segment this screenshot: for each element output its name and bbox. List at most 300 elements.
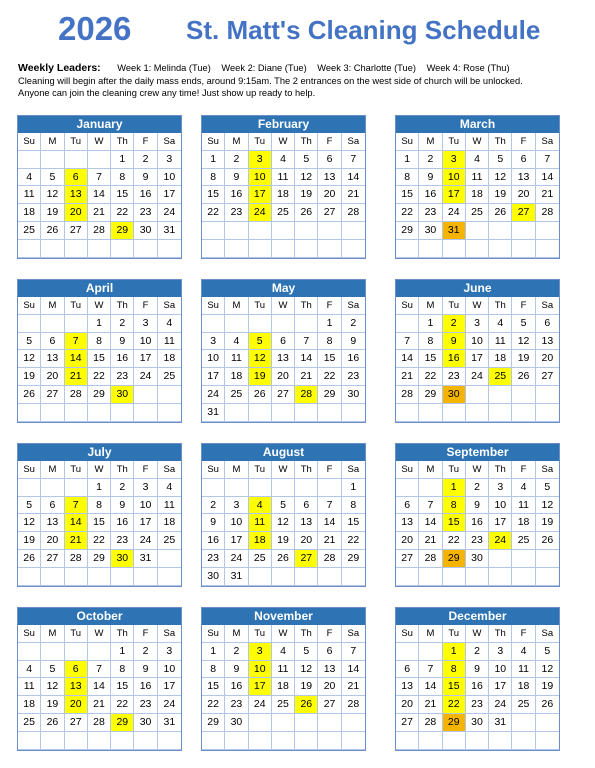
weekday-label: Sa — [342, 625, 365, 643]
day-cell: 16 — [466, 514, 489, 532]
day-cell: 4 — [158, 315, 181, 333]
day-cell: 20 — [318, 678, 341, 696]
day-cell: 8 — [443, 497, 466, 515]
day-cell: 29 — [88, 550, 111, 568]
weekday-label: Su — [18, 133, 41, 151]
day-cell: 15 — [202, 186, 225, 204]
day-cell: 28 — [88, 714, 111, 732]
empty-cell — [396, 479, 419, 497]
day-cell: 9 — [466, 661, 489, 679]
empty-cell — [443, 732, 466, 750]
day-cell: 25 — [225, 386, 248, 404]
day-cell: 4 — [225, 333, 248, 351]
weekday-label: Su — [18, 625, 41, 643]
day-cell: 13 — [318, 661, 341, 679]
day-cell: 1 — [202, 643, 225, 661]
day-cell: 14 — [419, 678, 442, 696]
day-cell: 14 — [295, 350, 318, 368]
day-cell: 27 — [41, 550, 64, 568]
day-cell: 9 — [443, 333, 466, 351]
day-cell: 17 — [489, 678, 512, 696]
month-title: July — [18, 444, 181, 461]
empty-cell — [249, 404, 272, 422]
day-cell: 1 — [111, 643, 134, 661]
day-cell: 7 — [419, 661, 442, 679]
empty-cell — [18, 315, 41, 333]
month-december — [395, 607, 560, 751]
weekday-label: Su — [18, 297, 41, 315]
empty-cell — [41, 240, 64, 258]
day-cell: 2 — [225, 643, 248, 661]
day-cell: 26 — [249, 386, 272, 404]
day-cell: 2 — [111, 479, 134, 497]
weekday-label: Tu — [65, 133, 88, 151]
day-cell: 10 — [134, 497, 157, 515]
day-cell: 7 — [342, 643, 365, 661]
day-cell: 11 — [466, 169, 489, 187]
weekday-label: Tu — [443, 461, 466, 479]
day-cell: 6 — [295, 497, 318, 515]
month-grid — [396, 133, 559, 258]
weekday-label: Th — [489, 297, 512, 315]
empty-cell — [295, 479, 318, 497]
empty-cell — [295, 222, 318, 240]
weekday-label: F — [318, 461, 341, 479]
day-cell: 13 — [272, 350, 295, 368]
weekday-label: F — [512, 461, 535, 479]
day-cell: 6 — [272, 333, 295, 351]
day-cell: 21 — [88, 696, 111, 714]
month-october — [17, 607, 182, 751]
day-cell: 15 — [318, 350, 341, 368]
weekday-label: Th — [295, 461, 318, 479]
day-cell: 10 — [249, 661, 272, 679]
empty-cell — [134, 386, 157, 404]
day-cell: 10 — [489, 497, 512, 515]
day-cell: 28 — [65, 550, 88, 568]
day-cell: 2 — [111, 315, 134, 333]
empty-cell — [202, 315, 225, 333]
month-april — [17, 279, 182, 423]
day-cell: 17 — [134, 350, 157, 368]
empty-cell — [396, 643, 419, 661]
day-cell: 19 — [18, 368, 41, 386]
day-cell: 5 — [249, 333, 272, 351]
day-cell: 23 — [134, 204, 157, 222]
empty-cell — [225, 404, 248, 422]
day-cell: 1 — [318, 315, 341, 333]
day-cell: 31 — [489, 714, 512, 732]
empty-cell — [158, 240, 181, 258]
weekday-label: F — [512, 625, 535, 643]
empty-cell — [249, 568, 272, 586]
month-june — [395, 279, 560, 423]
weekday-label: Th — [111, 133, 134, 151]
weekday-label: Su — [202, 133, 225, 151]
day-cell: 5 — [41, 169, 64, 187]
empty-cell — [466, 222, 489, 240]
weekday-label: Tu — [65, 625, 88, 643]
day-cell: 11 — [18, 678, 41, 696]
empty-cell — [489, 568, 512, 586]
day-cell: 8 — [202, 169, 225, 187]
empty-cell — [295, 315, 318, 333]
day-cell: 3 — [489, 643, 512, 661]
day-cell: 30 — [342, 386, 365, 404]
day-cell: 19 — [41, 204, 64, 222]
empty-cell — [318, 479, 341, 497]
day-cell: 5 — [295, 643, 318, 661]
weekday-label: Su — [396, 461, 419, 479]
day-cell: 5 — [272, 497, 295, 515]
empty-cell — [512, 568, 535, 586]
weekday-label: Sa — [158, 133, 181, 151]
month-title: April — [18, 280, 181, 297]
day-cell: 4 — [272, 151, 295, 169]
empty-cell — [342, 714, 365, 732]
day-cell: 21 — [65, 532, 88, 550]
day-cell: 19 — [536, 678, 559, 696]
weekday-label: W — [466, 297, 489, 315]
weekday-label: M — [225, 625, 248, 643]
weekday-label: W — [88, 297, 111, 315]
month-may — [201, 279, 366, 423]
empty-cell — [158, 550, 181, 568]
day-cell: 3 — [249, 643, 272, 661]
day-cell: 9 — [466, 497, 489, 515]
leaders-label: Weekly Leaders: — [18, 62, 101, 74]
empty-cell — [489, 550, 512, 568]
empty-cell — [18, 643, 41, 661]
day-cell: 1 — [88, 315, 111, 333]
day-cell: 22 — [202, 696, 225, 714]
empty-cell — [225, 315, 248, 333]
day-cell: 18 — [466, 186, 489, 204]
day-cell: 19 — [41, 696, 64, 714]
weekday-label: Sa — [342, 297, 365, 315]
empty-cell — [272, 240, 295, 258]
empty-cell — [466, 240, 489, 258]
day-cell: 20 — [396, 532, 419, 550]
day-cell: 14 — [342, 661, 365, 679]
day-cell: 27 — [512, 204, 535, 222]
day-cell: 14 — [318, 514, 341, 532]
empty-cell — [65, 151, 88, 169]
empty-cell — [18, 240, 41, 258]
weekday-label: Sa — [536, 625, 559, 643]
empty-cell — [272, 315, 295, 333]
day-cell: 20 — [65, 204, 88, 222]
day-cell: 19 — [536, 514, 559, 532]
weekday-label: Sa — [158, 461, 181, 479]
day-cell: 22 — [396, 204, 419, 222]
day-cell: 27 — [396, 550, 419, 568]
weekday-label: M — [419, 133, 442, 151]
day-cell: 22 — [318, 368, 341, 386]
day-cell: 16 — [225, 186, 248, 204]
weekday-label: Tu — [249, 133, 272, 151]
day-cell: 27 — [318, 696, 341, 714]
weekday-label: W — [466, 133, 489, 151]
empty-cell — [396, 568, 419, 586]
empty-cell — [249, 732, 272, 750]
day-cell: 1 — [419, 315, 442, 333]
day-cell: 18 — [489, 350, 512, 368]
empty-cell — [443, 404, 466, 422]
empty-cell — [65, 732, 88, 750]
weekday-label: Tu — [249, 625, 272, 643]
empty-cell — [396, 732, 419, 750]
day-cell: 12 — [489, 169, 512, 187]
empty-cell — [111, 240, 134, 258]
day-cell: 11 — [18, 186, 41, 204]
empty-cell — [295, 732, 318, 750]
day-cell: 18 — [249, 532, 272, 550]
day-cell: 2 — [342, 315, 365, 333]
weekday-label: Tu — [443, 625, 466, 643]
day-cell: 10 — [443, 169, 466, 187]
month-grid — [202, 133, 365, 258]
month-title: December — [396, 608, 559, 625]
empty-cell — [419, 479, 442, 497]
day-cell: 12 — [512, 333, 535, 351]
weekday-label: Tu — [443, 133, 466, 151]
day-cell: 11 — [512, 661, 535, 679]
day-cell: 22 — [111, 204, 134, 222]
day-cell: 3 — [202, 333, 225, 351]
empty-cell — [272, 714, 295, 732]
empty-cell — [41, 315, 64, 333]
day-cell: 4 — [249, 497, 272, 515]
day-cell: 25 — [512, 696, 535, 714]
weekday-label: W — [272, 461, 295, 479]
empty-cell — [512, 222, 535, 240]
weekday-label: W — [88, 461, 111, 479]
day-cell: 1 — [396, 151, 419, 169]
empty-cell — [249, 479, 272, 497]
day-cell: 25 — [249, 550, 272, 568]
weekday-label: W — [466, 461, 489, 479]
day-cell: 15 — [88, 514, 111, 532]
weekday-label: F — [318, 133, 341, 151]
day-cell: 10 — [134, 333, 157, 351]
empty-cell — [41, 732, 64, 750]
day-cell: 14 — [419, 514, 442, 532]
empty-cell — [41, 404, 64, 422]
day-cell: 2 — [419, 151, 442, 169]
empty-cell — [342, 732, 365, 750]
day-cell: 16 — [443, 350, 466, 368]
day-cell: 26 — [295, 204, 318, 222]
day-cell: 2 — [443, 315, 466, 333]
empty-cell — [225, 240, 248, 258]
empty-cell — [249, 222, 272, 240]
day-cell: 8 — [443, 661, 466, 679]
day-cell: 3 — [134, 315, 157, 333]
day-cell: 4 — [489, 315, 512, 333]
day-cell: 18 — [272, 678, 295, 696]
day-cell: 31 — [158, 222, 181, 240]
day-cell: 25 — [18, 222, 41, 240]
day-cell: 20 — [272, 368, 295, 386]
empty-cell — [396, 315, 419, 333]
empty-cell — [295, 568, 318, 586]
day-cell: 7 — [342, 151, 365, 169]
day-cell: 6 — [512, 151, 535, 169]
weekday-label: Sa — [158, 625, 181, 643]
day-cell: 25 — [512, 532, 535, 550]
day-cell: 23 — [225, 204, 248, 222]
day-cell: 23 — [466, 696, 489, 714]
day-cell: 10 — [202, 350, 225, 368]
day-cell: 6 — [396, 497, 419, 515]
day-cell: 12 — [536, 497, 559, 515]
day-cell: 9 — [134, 661, 157, 679]
day-cell: 7 — [88, 661, 111, 679]
weekday-label: M — [41, 625, 64, 643]
empty-cell — [443, 568, 466, 586]
day-cell: 4 — [512, 479, 535, 497]
weekday-label: M — [225, 461, 248, 479]
day-cell: 30 — [466, 550, 489, 568]
month-title: September — [396, 444, 559, 461]
day-cell: 24 — [158, 696, 181, 714]
weekday-label: Th — [489, 133, 512, 151]
weekday-label: M — [225, 133, 248, 151]
month-title: October — [18, 608, 181, 625]
weekday-label: M — [225, 297, 248, 315]
empty-cell — [536, 386, 559, 404]
empty-cell — [18, 732, 41, 750]
day-cell: 24 — [134, 532, 157, 550]
day-cell: 21 — [295, 368, 318, 386]
empty-cell — [536, 568, 559, 586]
empty-cell — [512, 550, 535, 568]
day-cell: 26 — [18, 386, 41, 404]
day-cell: 16 — [225, 678, 248, 696]
day-cell: 11 — [158, 497, 181, 515]
empty-cell — [396, 240, 419, 258]
month-grid — [18, 133, 181, 258]
empty-cell — [512, 386, 535, 404]
weekday-label: F — [512, 297, 535, 315]
empty-cell — [111, 568, 134, 586]
weekday-label: F — [134, 625, 157, 643]
day-cell: 5 — [536, 643, 559, 661]
day-cell: 3 — [443, 151, 466, 169]
day-cell: 3 — [225, 497, 248, 515]
day-cell: 30 — [111, 386, 134, 404]
day-cell: 13 — [396, 678, 419, 696]
day-cell: 8 — [419, 333, 442, 351]
weekday-label: Su — [18, 461, 41, 479]
weekday-label: W — [88, 625, 111, 643]
day-cell: 26 — [41, 222, 64, 240]
day-cell: 29 — [342, 550, 365, 568]
day-cell: 1 — [443, 479, 466, 497]
day-cell: 2 — [134, 151, 157, 169]
day-cell: 14 — [88, 186, 111, 204]
day-cell: 28 — [88, 222, 111, 240]
empty-cell — [489, 386, 512, 404]
day-cell: 8 — [318, 333, 341, 351]
day-cell: 25 — [158, 368, 181, 386]
day-cell: 26 — [489, 204, 512, 222]
day-cell: 8 — [111, 661, 134, 679]
day-cell: 23 — [443, 368, 466, 386]
month-january — [17, 115, 182, 259]
empty-cell — [318, 568, 341, 586]
day-cell: 15 — [111, 186, 134, 204]
day-cell: 7 — [88, 169, 111, 187]
weekday-label: Su — [202, 461, 225, 479]
month-title: January — [18, 116, 181, 133]
day-cell: 12 — [18, 514, 41, 532]
day-cell: 30 — [202, 568, 225, 586]
empty-cell — [489, 222, 512, 240]
day-cell: 6 — [536, 315, 559, 333]
day-cell: 5 — [512, 315, 535, 333]
day-cell: 24 — [443, 204, 466, 222]
empty-cell — [466, 568, 489, 586]
day-cell: 13 — [41, 350, 64, 368]
day-cell: 9 — [111, 333, 134, 351]
day-cell: 12 — [249, 350, 272, 368]
day-cell: 24 — [202, 386, 225, 404]
empty-cell — [65, 404, 88, 422]
weekday-label: Th — [295, 625, 318, 643]
day-cell: 4 — [18, 169, 41, 187]
day-cell: 29 — [443, 714, 466, 732]
day-cell: 4 — [18, 661, 41, 679]
month-title: March — [396, 116, 559, 133]
day-cell: 22 — [88, 368, 111, 386]
day-cell: 11 — [489, 333, 512, 351]
empty-cell — [111, 404, 134, 422]
day-cell: 20 — [41, 368, 64, 386]
day-cell: 15 — [342, 514, 365, 532]
day-cell: 23 — [202, 550, 225, 568]
day-cell: 7 — [419, 497, 442, 515]
empty-cell — [65, 479, 88, 497]
day-cell: 7 — [65, 333, 88, 351]
empty-cell — [419, 240, 442, 258]
day-cell: 21 — [65, 368, 88, 386]
empty-cell — [272, 404, 295, 422]
day-cell: 21 — [419, 532, 442, 550]
day-cell: 12 — [272, 514, 295, 532]
day-cell: 29 — [111, 714, 134, 732]
day-cell: 19 — [18, 532, 41, 550]
day-cell: 22 — [419, 368, 442, 386]
empty-cell — [536, 714, 559, 732]
day-cell: 31 — [225, 568, 248, 586]
day-cell: 2 — [466, 479, 489, 497]
day-cell: 29 — [318, 386, 341, 404]
day-cell: 15 — [443, 514, 466, 532]
day-cell: 5 — [41, 661, 64, 679]
month-grid — [202, 461, 365, 586]
empty-cell — [158, 568, 181, 586]
empty-cell — [466, 404, 489, 422]
day-cell: 7 — [536, 151, 559, 169]
day-cell: 22 — [342, 532, 365, 550]
day-cell: 25 — [18, 714, 41, 732]
day-cell: 24 — [489, 532, 512, 550]
weekday-label: Th — [489, 625, 512, 643]
year-title: 2026 — [58, 10, 132, 47]
day-cell: 13 — [41, 514, 64, 532]
